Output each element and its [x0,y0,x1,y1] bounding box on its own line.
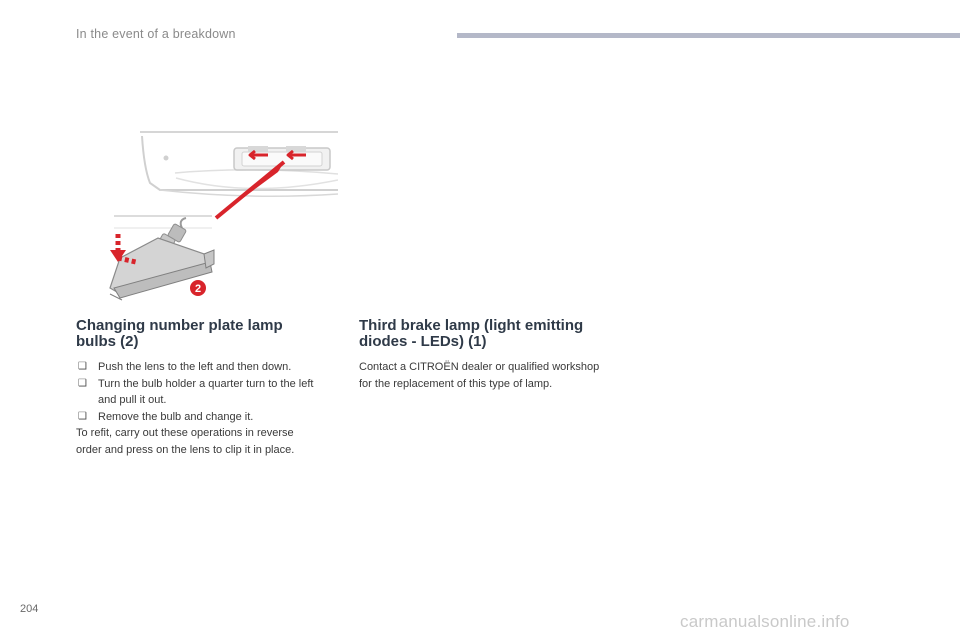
left-heading [76,318,336,350]
refit-note [76,425,331,458]
checkbox-icon: ❑ [78,377,87,389]
callout-number: 2 [194,283,202,295]
left-heading-line-1: Changing number plate lamp [76,317,283,334]
left-heading-line-2: bulbs (2) [76,333,139,350]
right-heading [359,318,619,350]
refit-note-line-1: To refit, carry out these operations in reverse [76,427,294,439]
bullet-text: Push the lens to the left and then down. [98,361,292,373]
bullet-item [76,376,331,409]
bullet-text: Remove the bulb and change it. [98,410,254,423]
bullet-text: Turn the bulb holder a quarter turn to the left and pull it out. [98,377,314,406]
checkbox-icon: ❑ [78,361,87,372]
section-title: In the event of a breakdown [76,27,236,41]
header-bar [457,33,960,38]
right-heading-line-2: diodes - LEDs) (1) [359,333,487,350]
bullet-item [76,359,331,376]
right-heading-line-1: Third brake lamp (light emitting [359,317,584,334]
left-instructions [76,359,331,458]
refit-note-line-2: order and press on the lens to clip it in place. [76,443,295,456]
right-paragraph: Contact a CITROËN dealer or qualified workshop for the replacement of this type of lamp. [359,361,600,390]
number-plate-lamp-illustration [100,128,338,306]
bullet-item [76,409,331,426]
checkbox-icon: ❑ [78,410,87,422]
watermark: carmanualsonline.info [680,612,850,631]
page-number: 204 [20,603,39,615]
